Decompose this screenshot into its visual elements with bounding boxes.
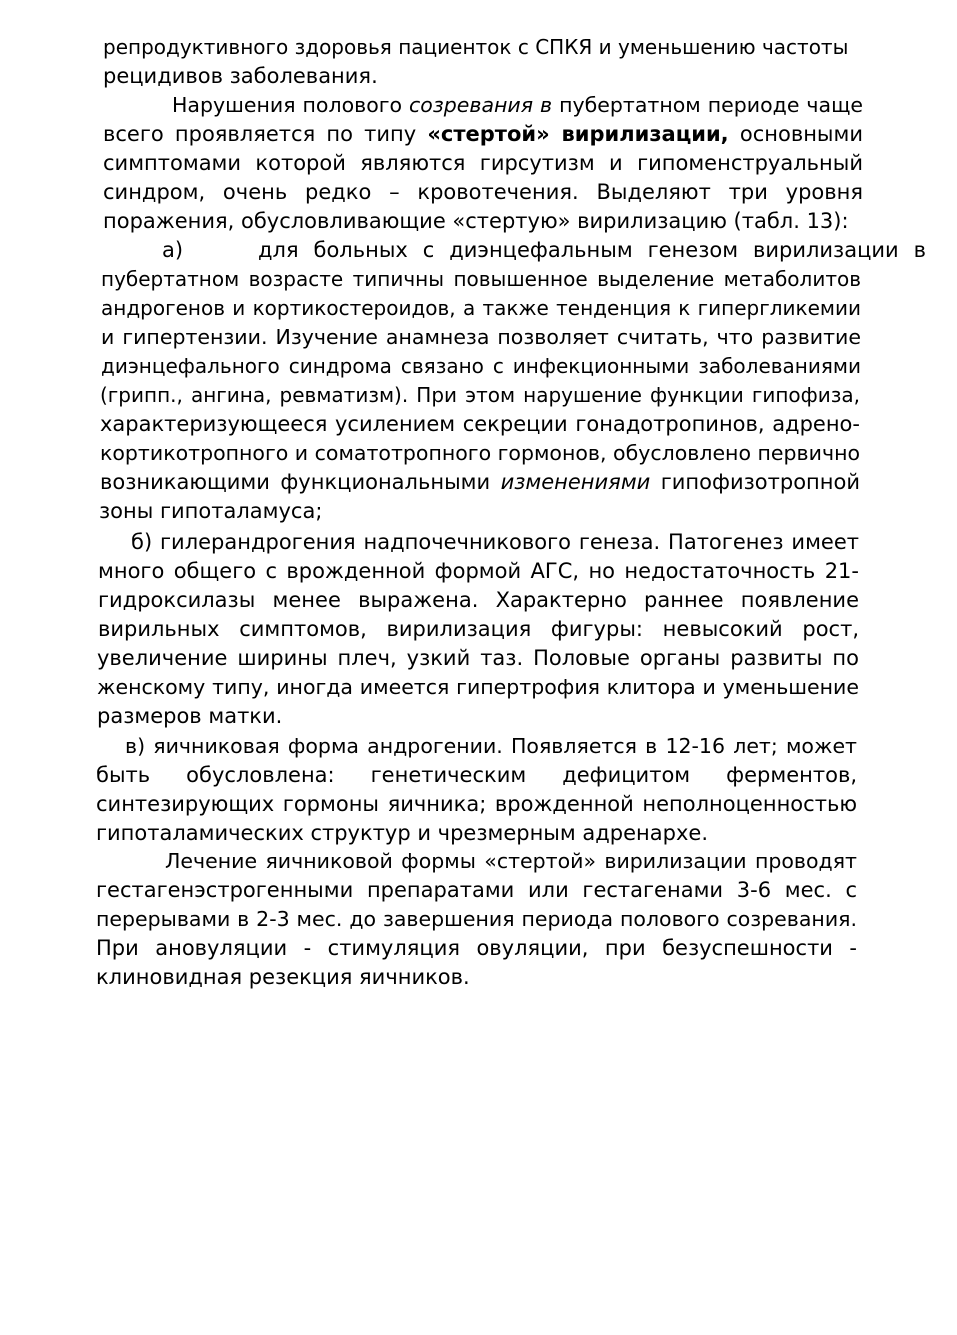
line-text: андрогенов и кортикостероидов, а также тенденция к гипергликемии bbox=[101, 296, 861, 320]
italic-text: изменениями bbox=[500, 470, 651, 494]
text-line-21 bbox=[98, 615, 859, 644]
line-text: пубертатном периоде чаще bbox=[552, 93, 863, 117]
line-text: увеличение ширины плеч, узкий таз. Половые органы развиты по bbox=[97, 646, 859, 670]
text-line-8 bbox=[258, 236, 926, 265]
text-line-9 bbox=[101, 265, 861, 294]
text-line-31 bbox=[96, 905, 857, 934]
line-text: вирильных симптомов, вирилизация фигуры: невысокий рост, bbox=[98, 617, 859, 641]
text-line-1 bbox=[103, 33, 863, 62]
line-text: репродуктивного здоровья пациенток с СПКЯ и уменьшению частоты bbox=[103, 35, 849, 59]
text-line-19 bbox=[98, 557, 859, 586]
text-line-32 bbox=[96, 934, 857, 963]
text-line-14 bbox=[100, 410, 860, 439]
line-text: гестагенэстрогенными препаратами или гестагенами 3-6 мес. с bbox=[96, 878, 857, 902]
line-text: перерывами в 2-3 мес. до завершения периода полового созревания. bbox=[96, 907, 857, 931]
line-text: синдром, очень редко – кровотечения. Выделяют три уровня bbox=[103, 180, 863, 204]
text-line-5 bbox=[103, 149, 863, 178]
text-line-4 bbox=[103, 120, 863, 149]
italic-text: созревания в bbox=[409, 93, 553, 117]
line-text: Лечение яичниковой формы «стертой» вирилизации проводят bbox=[165, 849, 857, 873]
text-line-17 bbox=[99, 497, 322, 526]
line-text: б) гилерандрогения надпочечникового генеза. Патогенез имеет bbox=[131, 530, 859, 554]
line-text: возникающими функциональными bbox=[100, 470, 501, 494]
line-text: диэнцефального синдрома связано с инфекционными заболеваниями bbox=[101, 354, 861, 378]
line-text: основными bbox=[728, 122, 863, 146]
text-line-2 bbox=[103, 62, 378, 91]
line-text: всего проявляется по типу bbox=[103, 122, 428, 146]
line-text: (грипп., ангина, ревматизм). При этом нарушение функции гипофиза, bbox=[100, 383, 860, 407]
line-text: характеризующееся усилением секреции гонадотропинов, адрено- bbox=[100, 412, 860, 436]
line-text: для больных с диэнцефальным генезом вирилизации в bbox=[258, 238, 926, 262]
line-text: симптомами которой являются гирсутизм и гипоменструальный bbox=[103, 151, 863, 175]
line-text: быть обусловлена: генетическим дефицитом ферментов, bbox=[96, 763, 857, 787]
text-line-16 bbox=[100, 468, 860, 497]
line-text: пубертатном возрасте типичны повышенное выделение метаболитов bbox=[101, 267, 861, 291]
text-line-27 bbox=[96, 790, 857, 819]
text-line-26 bbox=[96, 761, 857, 790]
text-line-7 bbox=[103, 207, 848, 236]
line-text: много общего с врожденной формой АГС, но недостаточность 21- bbox=[98, 559, 859, 583]
text-line-6 bbox=[103, 178, 863, 207]
line-text: При ановуляции - стимуляция овуляции, при безуспешности - bbox=[96, 936, 857, 960]
list-marker-a bbox=[162, 236, 183, 265]
text-line-10 bbox=[101, 294, 861, 323]
text-line-25 bbox=[125, 732, 857, 761]
text-line-28 bbox=[96, 819, 708, 848]
marker-text: а) bbox=[162, 238, 184, 262]
text-line-24 bbox=[97, 702, 282, 731]
text-line-30 bbox=[96, 876, 857, 905]
line-text: и гипертензии. Изучение анамнеза позволяет считать, что развитие bbox=[101, 325, 861, 349]
text-line-20 bbox=[98, 586, 859, 615]
text-line-33 bbox=[96, 963, 470, 992]
line-text: гидроксилазы менее выражена. Характерно раннее появление bbox=[98, 588, 859, 612]
line-text: размеров матки. bbox=[97, 704, 283, 728]
text-line-12 bbox=[101, 352, 861, 381]
line-text: женскому типу, иногда имеется гипертрофия клитора и уменьшение bbox=[97, 675, 859, 699]
text-line-13 bbox=[100, 381, 860, 410]
bold-text: «стертой» вирилизации, bbox=[427, 122, 729, 146]
text-line-3 bbox=[172, 91, 863, 120]
text-line-18 bbox=[131, 528, 859, 557]
line-text: Нарушения полового bbox=[172, 93, 410, 117]
text-line-11 bbox=[101, 323, 861, 352]
line-text: в) яичниковая форма андрогении. Появляется в 12-16 лет; может bbox=[125, 734, 857, 758]
text-line-29 bbox=[165, 847, 857, 876]
line-text: кортикотропного и соматотропного гормонов, обусловлено первично bbox=[100, 441, 861, 465]
line-text: гипоталамических структур и чрезмерным адренархе. bbox=[96, 821, 708, 845]
line-text: поражения, обусловливающие «стертую» вирилизацию (табл. 13): bbox=[103, 209, 849, 233]
line-text: рецидивов заболевания. bbox=[103, 64, 378, 88]
line-text: гипофизотропной bbox=[650, 470, 860, 494]
line-text: зоны гипоталамуса; bbox=[99, 499, 323, 523]
line-text: клиновидная резекция яичников. bbox=[96, 965, 470, 989]
text-line-22 bbox=[97, 644, 859, 673]
text-line-15 bbox=[100, 439, 860, 468]
line-text: синтезирующих гормоны яичника; врожденной неполноценностью bbox=[96, 792, 857, 816]
text-line-23 bbox=[97, 673, 859, 702]
